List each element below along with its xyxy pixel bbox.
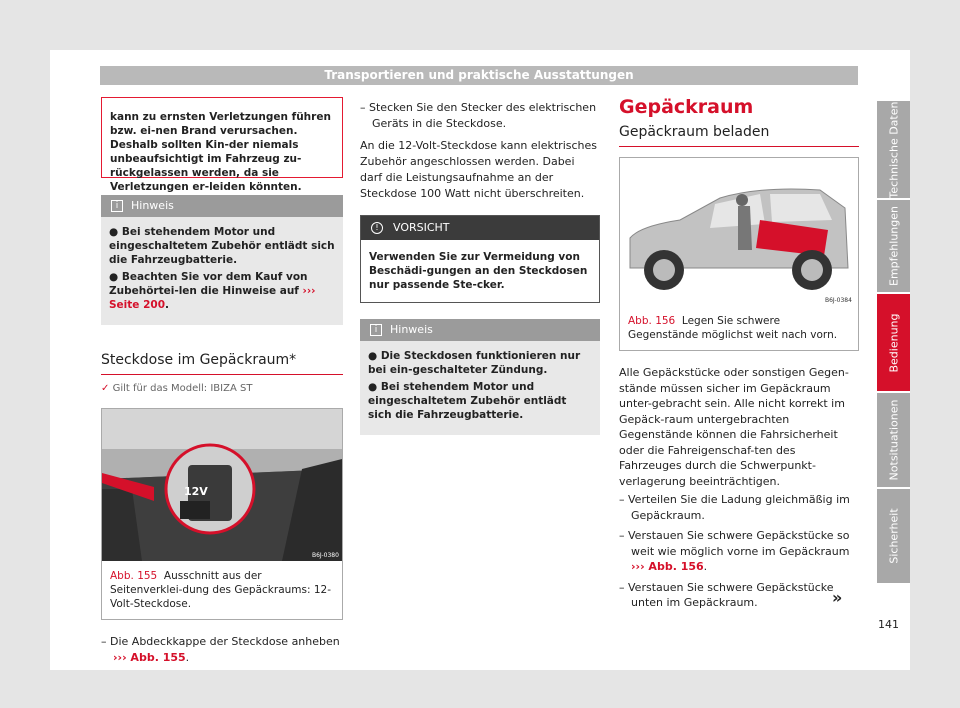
figure-156 [619,157,859,351]
caution-header [361,216,599,240]
page-number: 141 [878,618,899,631]
hint-title: Hinweis [390,323,433,336]
warning-text: kann zu ernsten Verletzungen führen bzw. ei-nen Brand verursachen. Deshalb sollten Kin-der niemals unbeaufsichtigt im Fahrzeug zu-rückgelassen werden, da sie Verletzungen er-leiden könnten. [110,111,331,193]
socket-label: 12V [184,485,208,498]
figure-caption: Abb. 156 Legen Sie schwere Gegenstände möglichst weit nach vorn. [628,315,838,341]
continue-mark: » [832,588,843,607]
column-3 [619,96,859,611]
body-paragraph: Alle Gepäckstücke oder sonstigen Gegen-stände müssen sicher im Gepäckraum unter-gebracht sein. Alle nicht korrekt im Gepäck-raum untergebrachten Gegenstände können die Fahrsicherheit oder die Fahreigenschaf-ten des Fahrzeuges durch die Schwerpunkt-verlagerung beeinträchtigen. [619,366,849,488]
figure-link[interactable]: ››› Abb. 155 [113,651,186,664]
hint-item: ● Bei stehendem Motor und eingeschaltetem Zubehör entlädt sich die Fahrzeugbatterie. [109,226,335,266]
warning-box [101,97,343,193]
caution-text: Verwenden Sie zur Vermeidung von Beschädi-gungen an den Steckdosen nur passende Ste-cker. [369,251,588,291]
hint-header [101,195,343,217]
validity-note: ✓ Gilt für das Modell: IBIZA ST [101,383,253,394]
caution-box [360,215,600,303]
hint-item: ● Beachten Sie vor dem Kauf von Zubehörtei-len die Hinweise auf ››› Seite 200. [109,271,316,311]
section-title: Steckdose im Gepäckraum* [101,353,343,375]
tab-bedienung[interactable]: Bedienung [877,294,910,391]
figure-code: B6J-0384 [825,297,852,304]
section-title: Gepäckraum beladen [619,125,859,147]
chapter-title: Gepäckraum [619,96,754,118]
hint-title: Hinweis [131,199,174,212]
step-item: – Stecken Sie den Stecker des elektrischen Geräts in die Steckdose. [360,101,597,130]
page-header: Transportieren und praktische Ausstattungen [100,66,858,85]
car-load-image [620,158,858,306]
tab-notsituationen[interactable]: Notsituationen [877,393,910,487]
hint-header [360,319,600,341]
column-1 [101,97,343,666]
figure-link[interactable]: ››› Abb. 156 [631,560,704,573]
figure-code: B6J-0380 [312,552,339,559]
hint-item: ● Die Steckdosen funktionieren nur bei ein-geschalteter Zündung. [368,350,581,376]
hint-box-1 [101,195,343,325]
hint-box-2 [360,319,600,435]
check-icon: ✓ [101,383,110,394]
step-item: – Die Abdeckkappe der Steckdose anheben ››› Abb. 155. [101,635,340,664]
trunk-socket-image [102,409,342,561]
page-link[interactable]: ››› Seite 200 [109,285,316,311]
column-2 [360,100,600,435]
tab-empfehlungen[interactable]: Empfehlungen [877,200,910,292]
body-paragraph: An die 12-Volt-Steckdose kann elektrisches Zubehör angeschlossen werden. Dabei darf die Leistungsaufnahme an der Steckdose 100 Watt nicht überschreiten. [360,139,598,200]
step-item: – Verteilen Sie die Ladung gleichmäßig im Gepäckraum. [619,493,850,522]
hint-item: ● Bei stehendem Motor und eingeschaltetem Zubehör entlädt sich die Fahrzeugbatterie. [368,381,567,421]
caution-title: VORSICHT [393,221,450,234]
tab-sicherheit[interactable]: Sicherheit [877,489,910,583]
figure-155 [101,408,343,620]
step-item: – Verstauen Sie schwere Gepäckstücke so weit wie möglich vorne im Gepäckraum ››› Abb. 156. [619,529,850,573]
info-icon: i [370,324,382,336]
figure-caption: Abb. 155 Ausschnitt aus der Seitenverklei-dung des Gepäckraums: 12-Volt-Steckdose. [110,570,332,610]
tab-technische-daten[interactable]: Technische Daten [877,101,910,198]
step-item: – Verstauen Sie schwere Gepäckstücke unten im Gepäckraum. [619,580,834,609]
caution-icon: ! [371,222,383,234]
info-icon: i [111,200,123,212]
